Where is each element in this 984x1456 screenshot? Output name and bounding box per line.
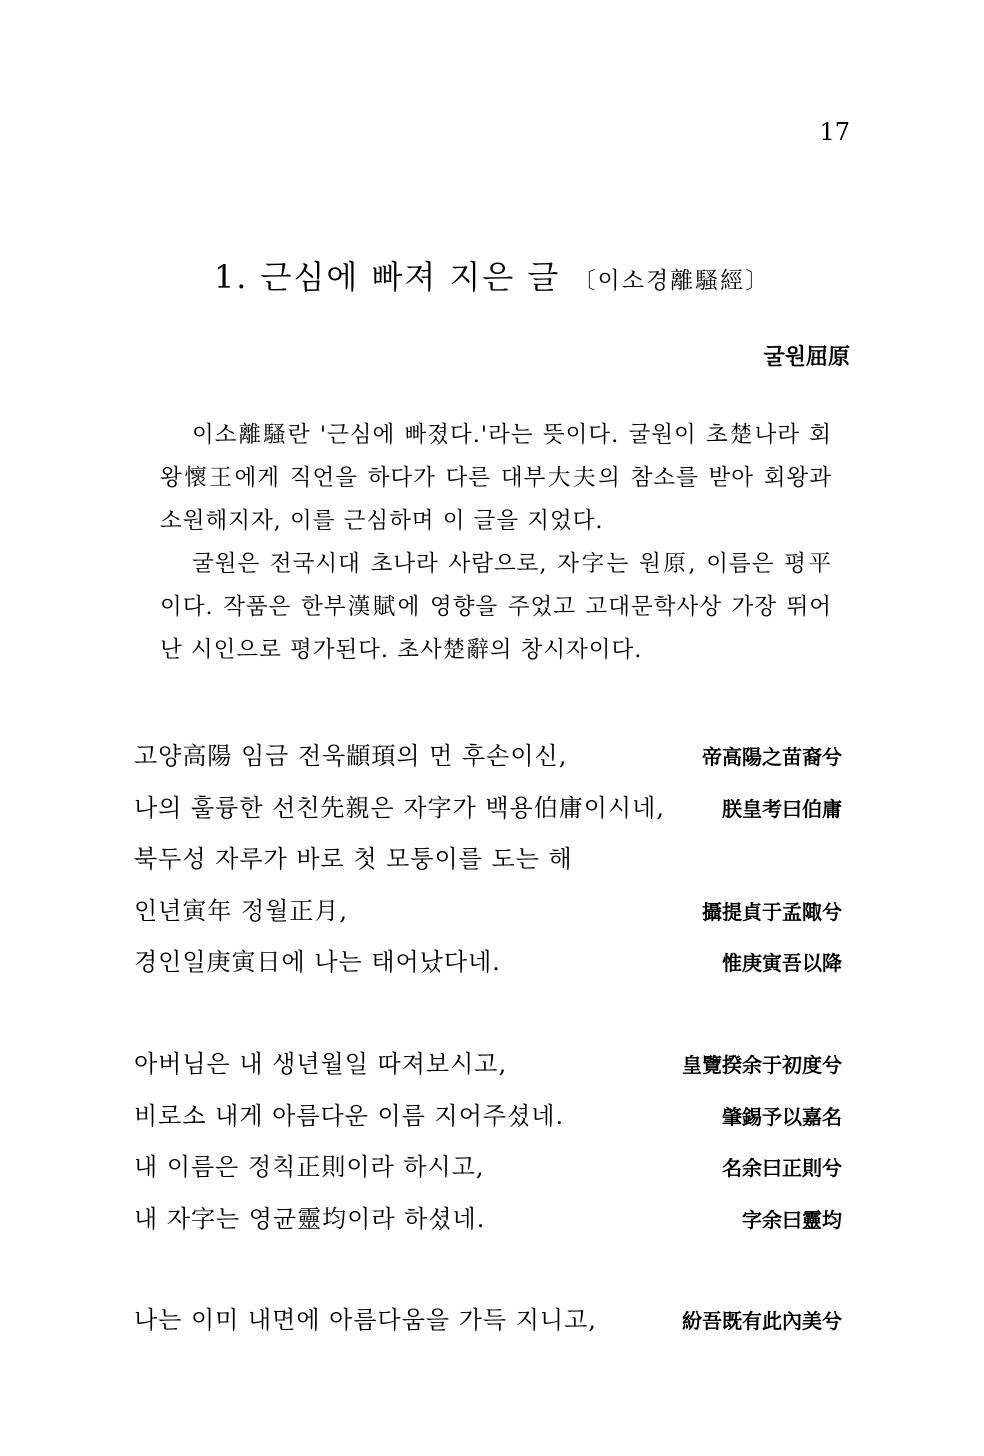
verse-korean: 인년寅年 정월正月, <box>134 896 348 925</box>
verse-line <box>134 1199 842 1251</box>
page-number: 17 <box>819 118 850 146</box>
verse-korean: 내 자字는 영균靈均이라 하셨네. <box>134 1204 486 1233</box>
verse-line <box>134 1044 842 1096</box>
verse-line <box>134 1300 842 1352</box>
intro-paragraph: 이소離騷란 '근심에 빠졌다.'라는 뜻이다. 굴원이 초楚나라 회왕懷王에게 직언을 하다가 다른 대부大夫의 참소를 받아 회왕과 소원해지자, 이를 근심하며 이 글을 지었다. <box>160 422 832 534</box>
verse-korean: 내 이름은 정칙正則이라 하시고, <box>134 1153 485 1181</box>
verse-line <box>134 1096 842 1148</box>
verse-line <box>134 1147 842 1199</box>
verse-korean: 나는 이미 내면에 아름다움을 가득 지니고, <box>134 1306 597 1334</box>
verse-korean: 고양高陽 임금 전욱顓頊의 먼 후손이신, <box>134 742 568 770</box>
verse-line <box>134 736 842 788</box>
verse-chinese: 名余曰正則兮 <box>722 1156 842 1180</box>
verse-line <box>134 788 842 840</box>
verse-chinese: 朕皇考曰伯庸 <box>722 796 842 821</box>
verse-korean: 북두성 자루가 바로 첫 모퉁이를 도는 해 <box>134 845 573 873</box>
verse-chinese: 帝高陽之苗裔兮 <box>702 745 842 769</box>
intro <box>160 414 832 672</box>
chapter-title <box>0 252 984 298</box>
chapter-title-sub: 〔이소경離騷經〕 <box>572 268 771 294</box>
verse-korean: 경인일庚寅日에 나는 태어났다네. <box>134 948 501 976</box>
stanza <box>134 1300 842 1352</box>
chapter-title-main: 1. 근심에 빠져 지은 글 <box>213 258 561 296</box>
author: 굴원屈原 <box>763 344 850 370</box>
intro-paragraph: 굴원은 전국시대 초나라 사람으로, 자字는 원原, 이름은 평平이다. 작품은 한부漢賦에 영향을 주었고 고대문학사상 가장 뛰어난 시인으로 평가된다. 초사楚辭의 창시자이다. <box>160 551 832 663</box>
verse-korean: 비로소 내게 아름다운 이름 지어주셨네. <box>134 1101 565 1130</box>
verse-korean: 아버님은 내 생년월일 따져보시고, <box>134 1050 508 1078</box>
verse-line <box>134 942 842 994</box>
verse-chinese: 攝提貞于孟陬兮 <box>702 899 842 924</box>
verse-chinese: 肇錫予以嘉名 <box>722 1104 842 1129</box>
verse-chinese: 皇覽揆余于初度兮 <box>682 1053 842 1077</box>
verse-line <box>134 891 842 943</box>
verse-line <box>134 839 842 891</box>
stanza <box>134 736 842 994</box>
verse-chinese: 紛吾既有此內美兮 <box>682 1309 842 1333</box>
stanza <box>134 1044 842 1250</box>
verse-korean: 나의 훌륭한 선친先親은 자字가 백용伯庸이시네, <box>134 793 665 822</box>
verse-chinese: 惟庚寅吾以降 <box>722 951 842 975</box>
verse-chinese: 字余曰靈均 <box>742 1207 842 1232</box>
